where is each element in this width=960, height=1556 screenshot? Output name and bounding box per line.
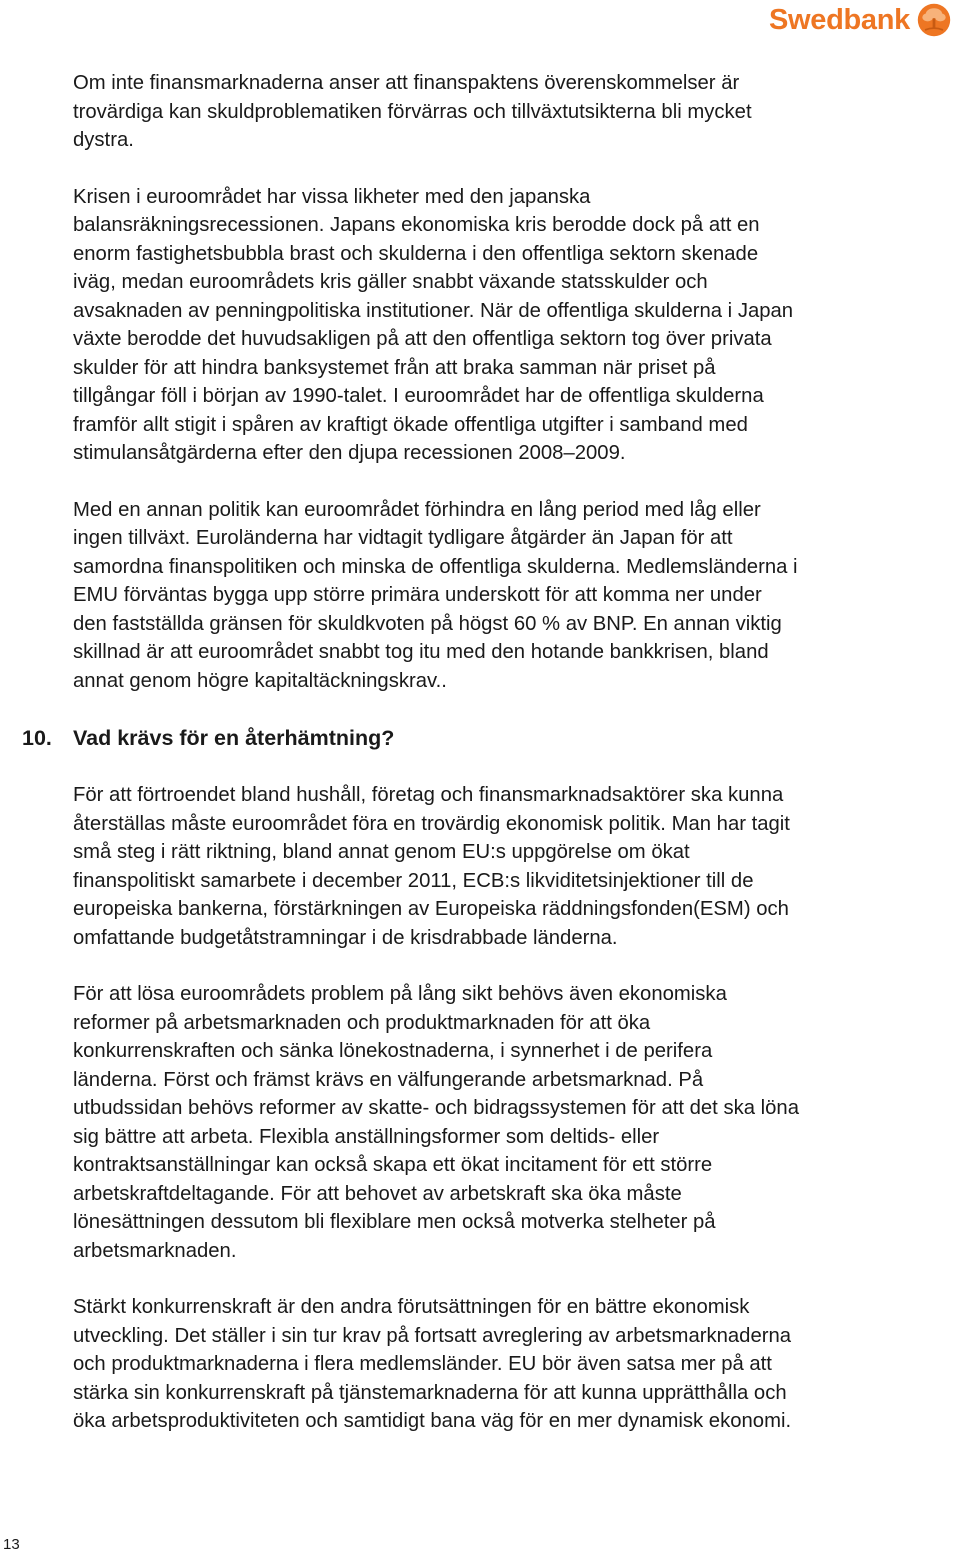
swedbank-logo bbox=[769, 2, 952, 38]
paragraph-competitiveness: Stärkt konkurrenskraft är den andra förutsättningen för en bättre ekonomisk utveckling. Det ställer i sin tur krav på fortsatt avreglering av arbetsmarknaderna och produktmarknaderna i flera medlemsländer. EU bör även satsa mer på att stärka sin konkurrenskraft på tjänstemarknaderna för att kunna upprätthålla och öka arbetsproduktiviteten och samtidigt bana väg för en mer dynamisk ekonomi. bbox=[73, 1296, 792, 1432]
page-number: 13 bbox=[3, 1536, 20, 1553]
section-number: 10. bbox=[22, 726, 52, 750]
brand-name: Swedbank bbox=[768, 3, 910, 36]
paragraph-structural-reforms: För att lösa euroområdets problem på lång sikt behövs även ekonomiska reformer på arbetsmarknaden och produktmarknaden för att öka konkurrenskraften och sänka lönekostnaderna, i synnerhet i de perifera länderna. Först och främst krävs en välfungerande arbetsmarknad. På utbudssidan behövs reformer av skatte- och bidragssystemen för att det ska löna sig bättre att arbeta. Flexibla anställningsformer som deltids- eller kontraktsanställningar kan också skapa ett ökat incitament för ett större arbetskraftdeltagande. För att behovet av arbetskraft ska öka måste lönesättningen dessutom bli flexiblare men också motverka stelheter på arbetsmarknaden. bbox=[73, 983, 799, 1262]
document-body bbox=[22, 69, 958, 1464]
section-title: Vad krävs för en återhämtning? bbox=[73, 726, 395, 750]
paragraph-financial-pact: Om inte finansmarknaderna anser att finanspaktens överenskommelser är trovärdiga kan skuldproblematiken förvärras och tillväxtutsikterna bli mycket dystra. bbox=[73, 72, 752, 151]
section-heading bbox=[22, 723, 958, 753]
oak-tree-icon bbox=[916, 2, 952, 38]
paragraph-japan-comparison: Krisen i euroområdet har vissa likheter med den japanska balansräkningsrecessionen. Japans ekonomiska kris berodde dock på att en enorm fastighetsbubbla brast och skulderna i den offentliga sektorn skenade iväg, medan euroområdets kris gäller snabbt växande statsskulder och avsaknaden av penningpolitiska institutioner. När de offentliga skulderna i Japan växte berodde det huvudsakligen på att den offentliga sektorn tog över privata skulder för att hindra banksystemet från att braka samman när priset på tillgångar föll i början av 1990-talet. I euroområdet har de offentliga skulderna framför allt stigit i spåren av kraftigt ökade offentliga utgifter i samband med stimulansåtgärderna efter den djupa recessionen 2008–2009. bbox=[73, 185, 794, 464]
paragraph-credible-policy: För att förtroendet bland hushåll, företag och finansmarknadsaktörer ska kunna återställas måste euroområdet föra en trovärdig ekonomisk politik. Man har tagit små steg i rätt riktning, bland annat genom EU:s uppgörelse om ökat finanspolitiskt samarbete i december 2011, ECB:s likviditetsinjektioner till de europeiska bankerna, förstärkningen av Europeiska räddningsfonden(ESM) och omfattande budgetåtstramningar i de krisdrabbade länderna. bbox=[73, 784, 790, 949]
paragraph-euro-policy: Med en annan politik kan euroområdet förhindra en lång period med låg eller ingen tillväxt. Euroländerna har vidtagit tydligare åtgärder än Japan för att samordna finanspolitiken och minska de offentliga skulderna. Medlemsländerna i EMU förväntas bygga upp större primära underskott för att komma ner under den fastställda gränsen för skuldkvoten på högst 60 % av BNP. En annan viktig skillnad är att euroområdet snabbt tog itu med den hotande bankkrisen, bland annat genom högre kapitaltäckningskrav.. bbox=[73, 498, 798, 692]
